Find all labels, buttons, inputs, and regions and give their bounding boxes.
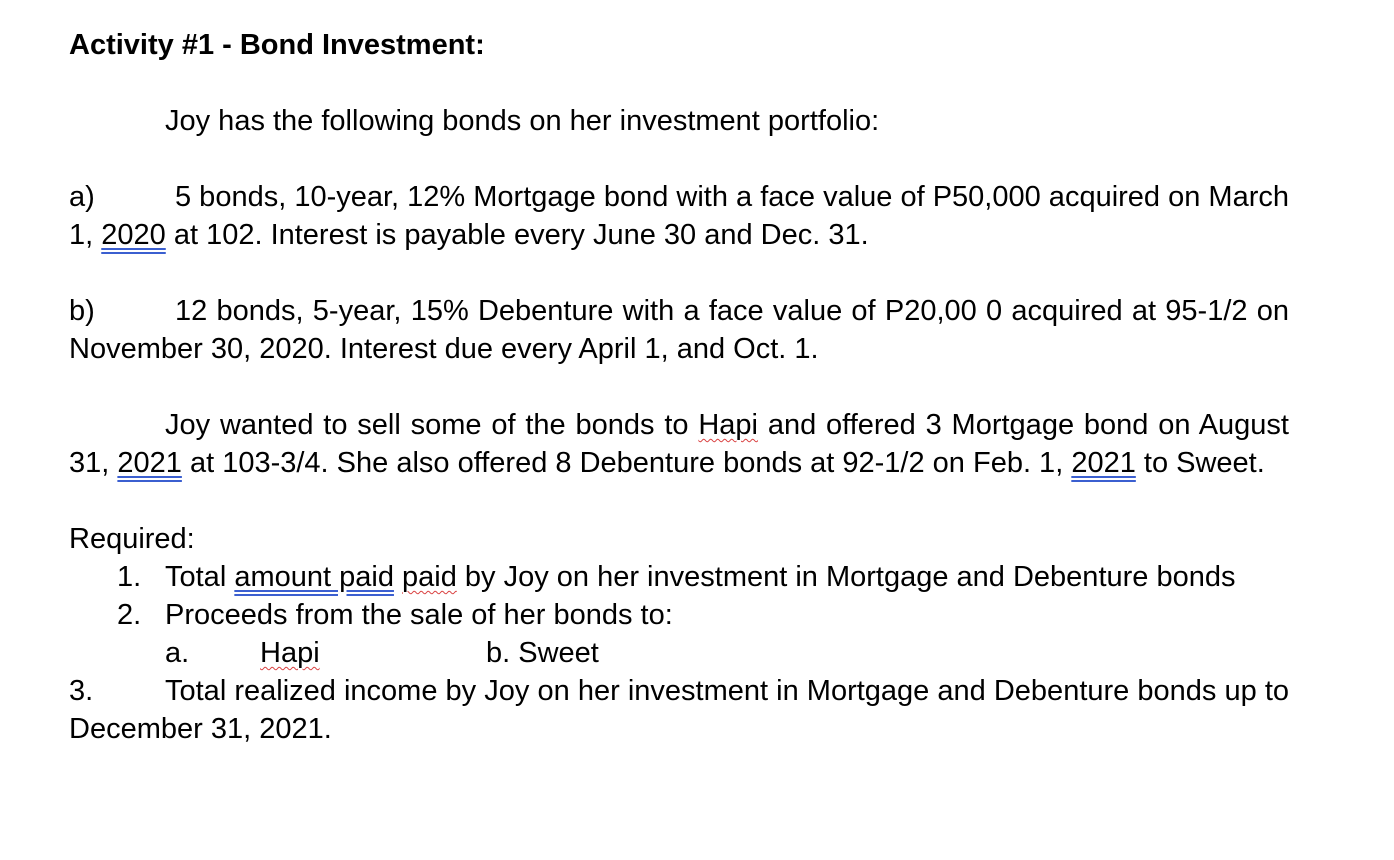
required-list xyxy=(69,558,1289,634)
document-page xyxy=(69,26,1289,748)
required-item-2 xyxy=(69,596,1289,634)
required-item-3-number: 3. xyxy=(69,675,94,707)
bond-b-label: b) xyxy=(69,295,95,327)
sale-paragraph xyxy=(69,406,1289,482)
required-item-2-text: Proceeds from the sale of her bonds to: xyxy=(165,599,673,631)
required-item-1-number: 1. xyxy=(117,561,142,593)
activity-title: Activity #1 - Bond Investment: xyxy=(69,29,485,61)
sale-text-2: and offered 3 Mortgage bond on August 31, xyxy=(69,409,1289,479)
required-item-3-text: Total realized income by Joy on her investment in Mortgage and Debenture bonds up to December 31, 2021. xyxy=(69,675,1289,745)
required-item-3 xyxy=(69,672,1289,748)
sub-item-b: b. Sweet xyxy=(486,637,599,669)
sub-item-a-label: a. xyxy=(165,637,190,669)
sale-text-3: at 103-3/4. She also offered 8 Debenture bonds at 92-1/2 on Feb. 1, xyxy=(181,447,1072,479)
bond-a-year: 2020 xyxy=(101,219,166,251)
bond-b-paragraph xyxy=(69,292,1289,368)
required-item-1-dup: amount paid xyxy=(234,561,394,593)
required-item-1-space xyxy=(394,561,402,593)
required-item-1-text-2: by Joy on her investment in Mortgage and Debenture bonds xyxy=(456,561,1236,593)
required-item-2-number: 2. xyxy=(117,599,142,631)
bond-a-text-1: 5 bonds, 10-year, 12% Mortgage bond with a face value of P50,000 acquired on March 1, xyxy=(69,181,1289,251)
required-item-2-subitems xyxy=(69,634,1289,672)
required-item-1-dup2: paid xyxy=(402,561,457,593)
bond-a-paragraph xyxy=(69,178,1289,254)
sale-buyer-hapi: Hapi xyxy=(698,409,758,441)
bond-a-label: a) xyxy=(69,181,95,213)
required-item-1 xyxy=(69,558,1289,596)
sale-text-1: Joy wanted to sell some of the bonds to xyxy=(165,409,699,441)
required-label: Required: xyxy=(69,523,195,555)
bond-b-text: 12 bonds, 5-year, 15% Debenture with a face value of P20,00 0 acquired at 95-1/2 on November 30, 2020. Interest due every April 1, and Oct. 1. xyxy=(69,295,1289,365)
sale-year-2: 2021 xyxy=(1071,447,1136,479)
intro-text: Joy has the following bonds on her investment portfolio: xyxy=(165,105,880,137)
required-item-1-text-1: Total xyxy=(165,561,235,593)
bond-a-text-2: at 102. Interest is payable every June 30 and Dec. 31. xyxy=(165,219,869,251)
sale-text-4: to Sweet. xyxy=(1135,447,1265,479)
sale-year-1: 2021 xyxy=(117,447,182,479)
sub-item-a-value: Hapi xyxy=(260,637,320,669)
